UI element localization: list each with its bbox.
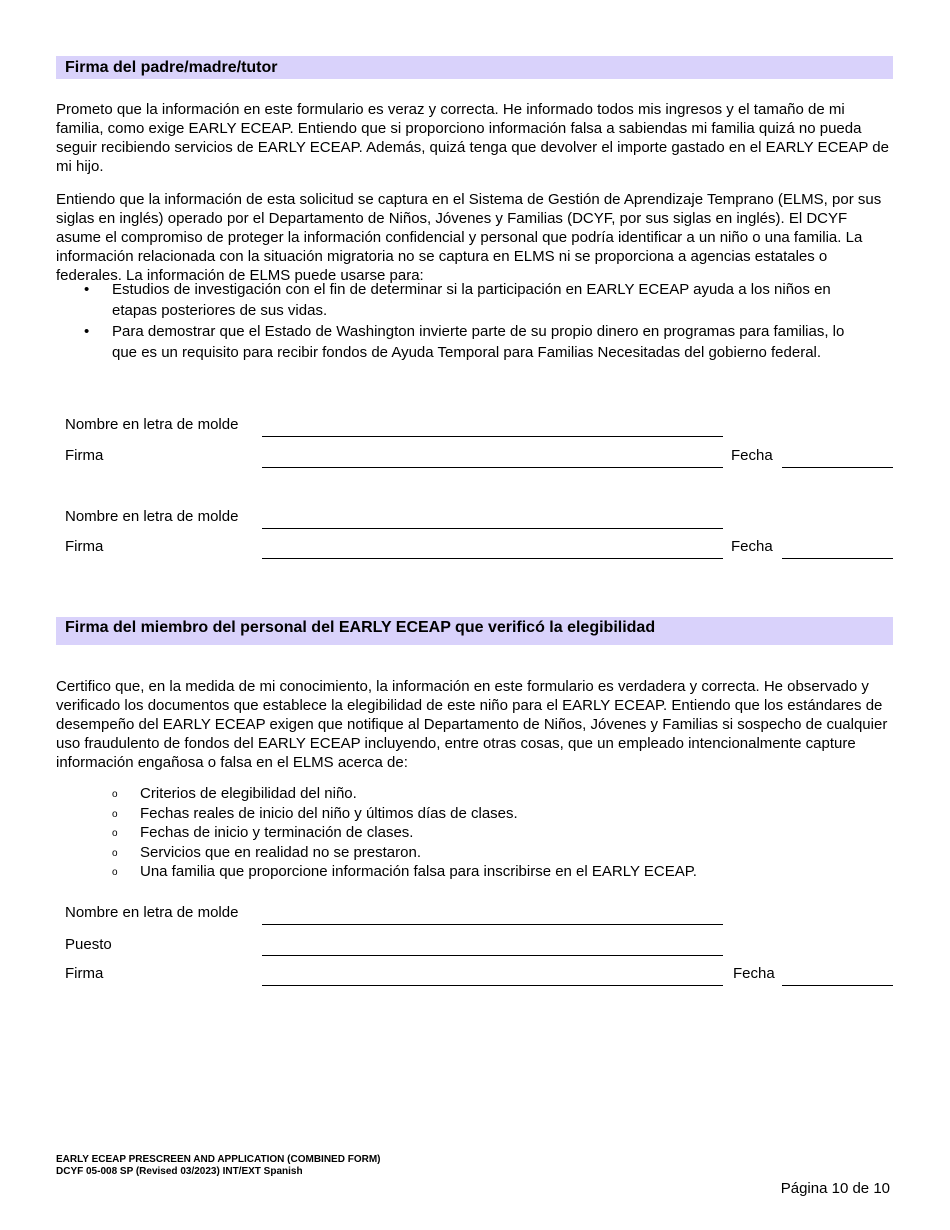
staff-position-field[interactable] (262, 955, 723, 956)
circle-bullet-icon: o (112, 867, 118, 878)
position-label: Puesto (65, 936, 112, 953)
date-field-1[interactable] (782, 467, 893, 468)
print-name-field-1[interactable] (262, 436, 723, 437)
list-item: o Una familia que proporcione información falsa para inscribirse en el EARLY ECEAP. (108, 862, 697, 882)
staff-certification-paragraph: Certifico que, en la medida de mi conocimiento, la información en este formulario es verdadera y correcta. He observado y verificado los documentos que establece la elegibilidad de este niño para el EARLY ECEAP. Entiendo que los estándares de desempeño del EARLY ECEAP exigen que notifique al Departamento de Niños, Jóvenes y Familias si sospecho de cualquier uso fraudulento de fondos del EARLY ECEAP incluyendo, entre otras cosas, que un empleado intencionalmente capture información engañosa o falsa en el ELMS acerca de: (56, 678, 888, 771)
signature-label: Firma (65, 538, 104, 555)
date-label: Fecha (731, 538, 773, 555)
print-name-field-2[interactable] (262, 528, 723, 529)
signature-field-1[interactable] (262, 467, 723, 468)
signature-label: Firma (65, 965, 104, 982)
list-item: o Criterios de elegibilidad del niño. (108, 784, 697, 804)
elms-uses-list (80, 279, 870, 363)
date-field-2[interactable] (782, 558, 893, 559)
list-item: o Fechas de inicio y terminación de clases. (108, 823, 697, 843)
signature-label: Firma (65, 447, 104, 464)
bullet-icon: • (84, 323, 90, 340)
circle-bullet-icon: o (112, 847, 118, 859)
parent-certification-paragraph: Prometo que la información en este formulario es veraz y correcta. He informado todos mis ingresos y el tamaño de mi familia, como exige EARLY ECEAP. Entiendo que si proporciono información falsa a sabiendas mi familia quizá no pueda seguir recibiendo servicios de EARLY ECEAP. Además, quizá tenga que devolver el importe gastado en el EARLY ECEAP de mi hijo. (56, 101, 889, 175)
page-number: Página 10 de 10 (780, 1180, 890, 1197)
staff-signature-field[interactable] (262, 985, 723, 986)
elms-info-paragraph: Entiendo que la información de esta solicitud se captura en el Sistema de Gestión de Aprendizaje Temprano (ELMS, por sus siglas en inglés) operado por el Departamento de Niños, Jóvenes y Familias (DCYF, por sus siglas en inglés). El DCYF asume el compromiso de proteger la información confidencial y personal que podría identificar a un niño o una familia. La información relacionada con la situación migratoria no se captura en ELMS ni se proporciona a agencias estatales o federales. La información de ELMS puede usarse para: (56, 191, 882, 284)
bullet-icon: • (84, 281, 90, 298)
signature-field-2[interactable] (262, 558, 723, 559)
section-header-parent-signature: Firma del padre/madre/tutor (56, 56, 893, 79)
section-header-staff-signature: Firma del miembro del personal del EARLY ECEAP que verificó la elegibilidad (56, 617, 893, 645)
staff-date-field[interactable] (782, 985, 893, 986)
footer-form-number: DCYF 05-008 SP (Revised 03/2023) INT/EXT Spanish (56, 1166, 303, 1177)
list-item: o Servicios que en realidad no se prestaron. (108, 843, 697, 863)
date-label: Fecha (731, 447, 773, 464)
fraud-items-list (108, 784, 697, 882)
print-name-label: Nombre en letra de molde (65, 508, 239, 525)
print-name-label: Nombre en letra de molde (65, 904, 239, 921)
footer-form-title: EARLY ECEAP PRESCREEN AND APPLICATION (COMBINED FORM) (56, 1154, 381, 1165)
date-label: Fecha (733, 965, 775, 982)
list-item: • Para demostrar que el Estado de Washington invierte parte de su propio dinero en programas para familias, lo que es un requisito para recibir fondos de Ayuda Temporal para Familias Necesitadas del gobierno federal. (84, 323, 845, 361)
circle-bullet-icon: o (112, 789, 118, 800)
circle-bullet-icon: o (112, 828, 118, 839)
print-name-label: Nombre en letra de molde (65, 416, 239, 433)
staff-print-name-field[interactable] (262, 924, 723, 925)
list-item: o Fechas reales de inicio del niño y últimos días de clases. (108, 804, 697, 824)
list-item: • Estudios de investigación con el fin de determinar si la participación en EARLY ECEAP ayuda a los niños en etapas posteriores de sus vidas. (84, 281, 831, 319)
circle-bullet-icon: o (112, 808, 118, 820)
